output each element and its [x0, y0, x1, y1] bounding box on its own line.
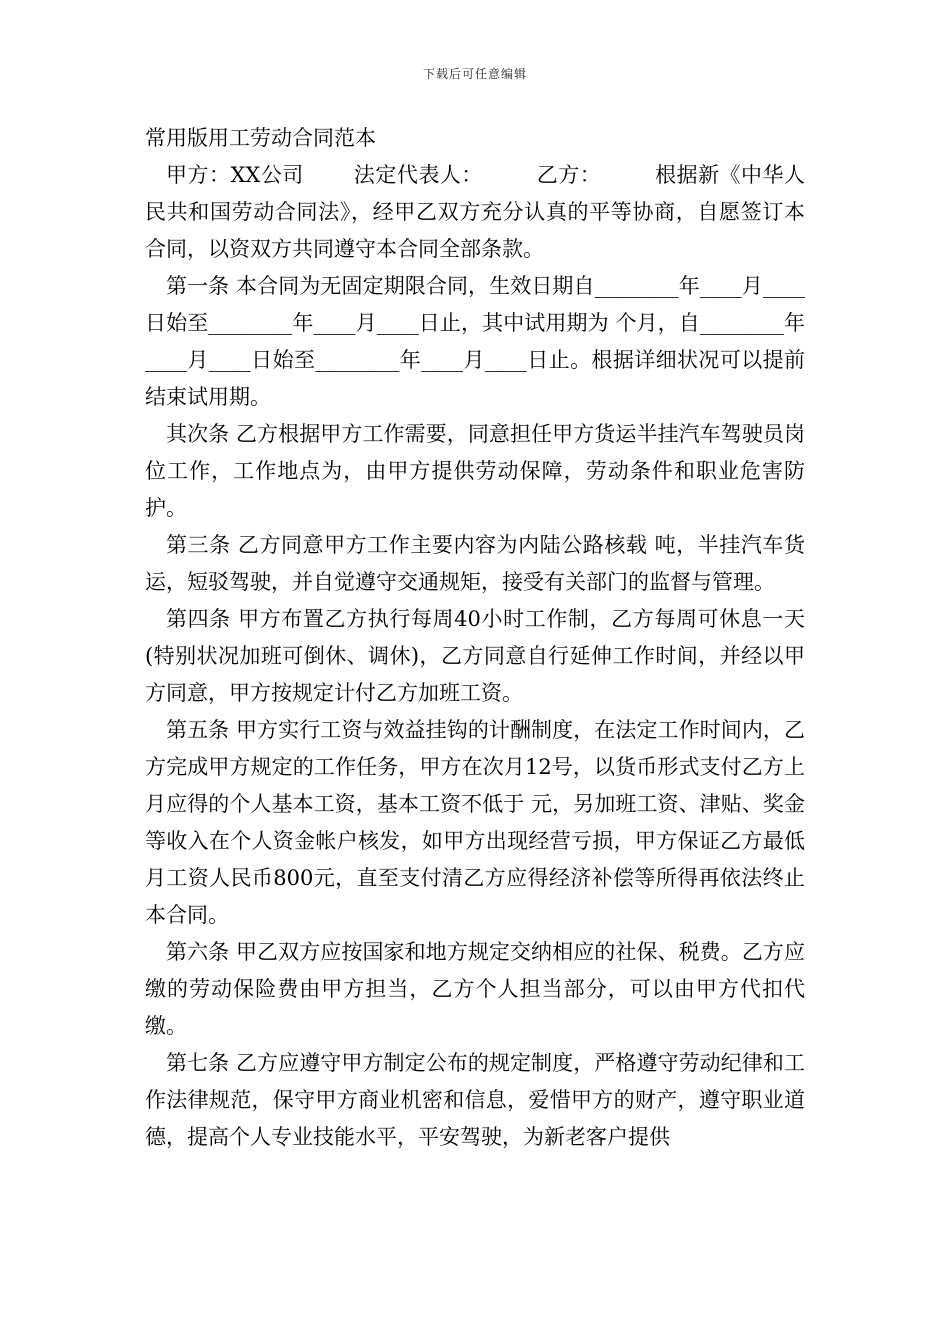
- page-header: 下载后可任意编辑: [422, 67, 527, 81]
- paragraph-article-7: 第七条 乙方应遵守甲方制定公布的规定制度，严格遵守劳动纪律和工作法律规范，保守甲方商业机密和信息，爱惜甲方的财产，遵守职业道德，提高个人专业技能水平，平安驾驶，为新老客户提供: [145, 1051, 805, 1149]
- paragraph-parties: 甲方：XX公司 法定代表人： 乙方： 根据新《中华人民共和国劳动合同法》，经甲乙双方充分认真的平等协商，自愿签订本合同，以资双方共同遵守本合同全部条款。: [145, 163, 805, 261]
- paragraph-article-5: 第五条 甲方实行工资与效益挂钩的计酬制度，在法定工作时间内，乙方完成甲方规定的工作任务，甲方在次月12号，以货币形式支付乙方上月应得的个人基本工资，基本工资不低于 元，另加班工资、津贴、奖金等收入在个人资金帐户核发，如甲方出现经营亏损，甲方保证乙方最低月工资人民币800元，直至支付清乙方应得经济补偿等所得再依法终止本合同。: [145, 718, 805, 927]
- paragraph-article-3: 第三条 乙方同意甲方工作主要内容为内陆公路核载 吨，半挂汽车货运，短驳驾驶，并自觉遵守交通规矩，接受有关部门的监督与管理。: [145, 533, 805, 594]
- paragraph-article-4: 第四条 甲方布置乙方执行每周40小时工作制，乙方每周可休息一天(特别状况加班可倒休、调休)，乙方同意自行延伸工作时间，并经以甲方同意，甲方按规定计付乙方加班工资。: [145, 607, 805, 705]
- paragraph-article-1: 第一条 本合同为无固定期限合同，生效日期自________年____月____日始至________年____月____日止，其中试用期为 个月，自________年____月____日始至________年____月____日止。根据详细状况可以提前结束试用期。: [145, 274, 805, 409]
- paragraph-article-6: 第六条 甲乙双方应按国家和地方规定交纳相应的社保、税费。乙方应缴的劳动保险费由甲方担当，乙方个人担当部分，可以由甲方代扣代缴。: [145, 940, 805, 1038]
- paragraph-article-2: 其次条 乙方根据甲方工作需要，同意担任甲方货运半挂汽车驾驶员岗位工作，工作地点为，由甲方提供劳动保障，劳动条件和职业危害防护。: [145, 422, 805, 520]
- document-title: 常用版用工劳动合同范本: [145, 126, 376, 150]
- document-body: [145, 120, 805, 1156]
